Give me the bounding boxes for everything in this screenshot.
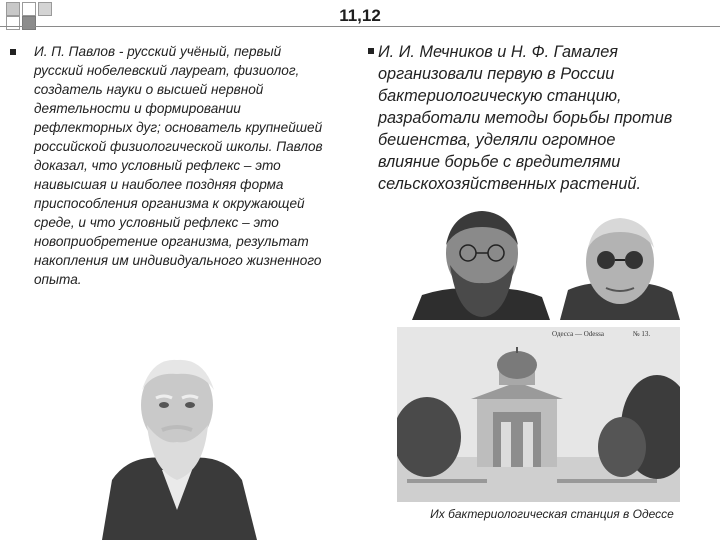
title-divider — [0, 26, 720, 27]
postcard-header: Одесса — Odessa — [552, 330, 604, 338]
pavlov-description: И. П. Павлов - русский учёный, первый русский нобелевский лауреат, физиолог, создатель науки о высшей нервной деятельности и формировании рефлекторных дуг; основатель крупнейшей российской физиологической школы. Павлов доказал, что условный рефлекс – это наивысшая и наиболее поздняя форма приспособления организма к окружающей среде, и что условный рефлекс – это новоприобретение организма, результат накопления им индивидуального жизненного опыта. — [34, 44, 323, 287]
slide-title: 11,12 — [339, 6, 381, 25]
odessa-station-photo — [397, 327, 680, 502]
bullet-left — [10, 49, 16, 55]
pavlov-portrait — [92, 350, 262, 540]
mechnikov-gamaleya-description: И. И. Мечников и Н. Ф. Гамалея организовали первую в России бактериологическую станцию, разработали методы борьбы против бешенства, уделяли огромное влияние борьбе с вредителями сельскохозяйственных растений. — [378, 43, 673, 193]
mechnikov-portrait — [412, 205, 550, 320]
gamaleya-portrait — [560, 210, 680, 320]
photo-caption: Их бактериологическая станция в Одессе — [430, 507, 674, 521]
postcard-number: № 13. — [633, 330, 651, 338]
bullet-right — [368, 48, 374, 54]
